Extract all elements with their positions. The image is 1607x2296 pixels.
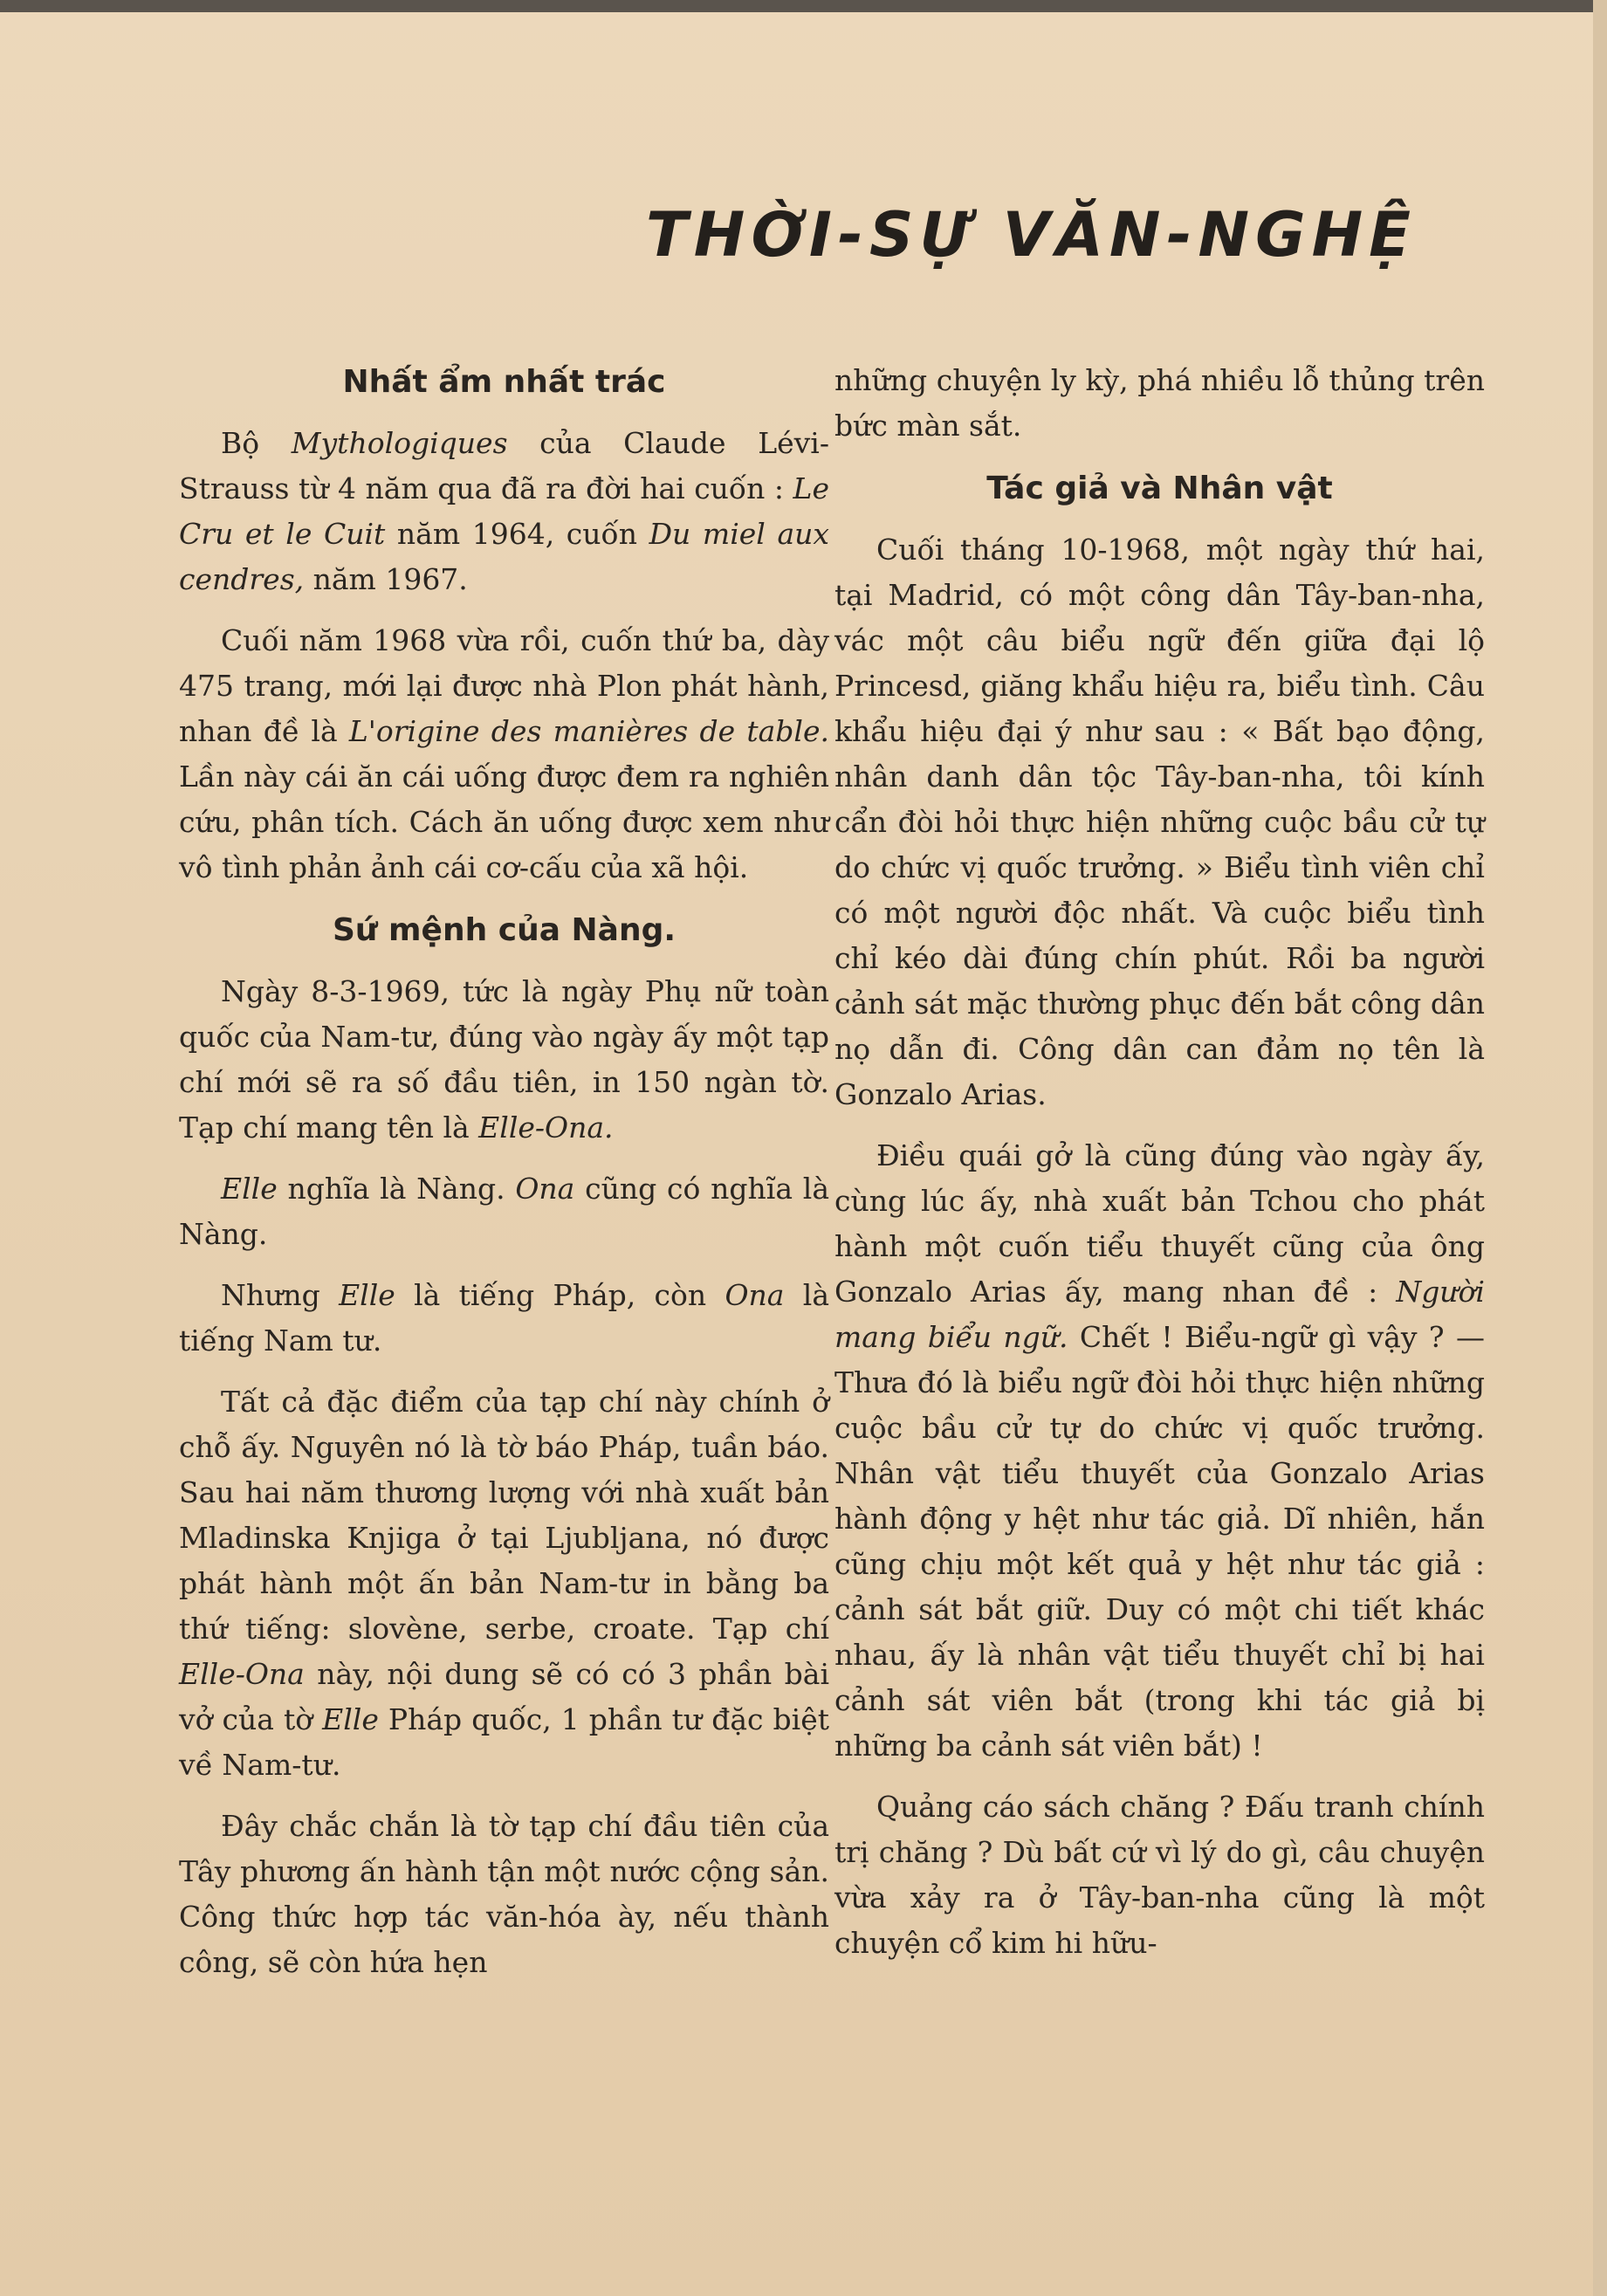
book-title: Mythologiques [291,426,508,460]
book-title: Le Cru et le Cuit [179,471,829,551]
paragraph [179,1379,829,1788]
text-run: Chết ! Biểu-ngữ gì vậy ? — Thưa đó là biểu ngữ đòi hỏi thực hiện những cuộc bầu cử tự do chức vị quốc trưởng. Nhân vật tiểu thuyết của Gonzalo Arias hành động y hệt như tác giả. Dĩ nhiên, hắn cũng chịu một kết quả y hệt như tác giả : cảnh sát bắt giữ. Duy có một chi tiết khác nhau, ấy là nhân vật tiểu thuyết chỉ bị hai cảnh sát viên bắt (trong khi tác giả bị những ba cảnh sát viên bắt) ! [834,1320,1485,1763]
section-heading-nhat-am: Nhất ẩm nhất trác [342,364,666,400]
text-run: Ngày 8-3-1969, tức là ngày Phụ nữ toàn quốc của Nam-tư, đúng vào ngày ấy một tạp chí mới sẽ ra số đầu tiên, in 150 ngàn tờ. Tạp chí mang tên là [179,974,829,1145]
magazine-title: Elle [322,1702,379,1736]
text-run: năm 1964, cuốn [385,517,649,551]
foreign-word: Elle [221,1172,278,1206]
text-run: Bộ [221,426,292,460]
text-run: là tiếng Nam tư. [179,1278,829,1358]
paragraph: Cuối tháng 10-1968, một ngày thứ hai, tại Madrid, có một công dân Tây-ban-nha, vác một câu biểu ngữ đến giữa đại lộ Princesd, giăng khẩu hiệu ra, biểu tình. Câu khẩu hiệu đại ý như sau : « Bất bạo động, nhân danh dân tộc Tây-ban-nha, tôi kính cẩn đòi hỏi thực hiện những cuộc bầu cử tự do chức vị quốc trưởng. » Biểu tình viên chỉ có một người độc nhất. Và cuộc biểu tình chỉ kéo dài đúng chín phút. Rồi ba người cảnh sát mặc thường phục đến bắt công dân nọ dẫn đi. Công dân can đảm nọ tên là Gonzalo Arias. [834,533,1485,1111]
magazine-title: Elle-Ona. [478,1110,614,1145]
text-run: Lần này cái ăn cái uống được đem ra nghiên cứu, phân tích. Cách ăn uống được xem như vô tình phản ảnh cái cơ-cấu của xã hội. [179,760,829,884]
text-run: Pháp quốc, 1 phần tư đặc biệt về Nam-tư. [179,1702,829,1782]
paragraph [179,1273,829,1364]
book-title: Người mang biểu ngữ. [834,1275,1485,1354]
paragraph [179,421,829,602]
book-title: L'origine des manières de table. [348,714,830,748]
foreign-word: Ona [515,1172,575,1206]
paragraph [834,1133,1485,1769]
right-column [834,358,1485,1982]
text-run: cũng có nghĩa là Nàng. [179,1172,830,1251]
foreign-word: Elle [339,1278,395,1312]
text-run: Cuối năm 1968 vừa rồi, cuốn thứ ba, dày 475 trang, mới lại được nhà Plon phát hành, nhan đề là [179,623,829,748]
book-title: Du miel aux cendres, [179,517,829,596]
section-heading-tac-gia: Tác giả và Nhân vật [986,471,1333,506]
page-edge [1593,0,1607,2296]
text-run: của Claude Lévi-Strauss từ 4 năm qua đã ra đời hai cuốn : [179,426,829,505]
top-rule [0,0,1607,12]
paragraph [179,969,829,1151]
magazine-title: Elle-Ona [179,1657,305,1691]
text-run: nghĩa là Nàng. [277,1172,516,1206]
foreign-word: Ona [725,1278,785,1312]
left-column [179,358,829,2001]
paragraph: Đây chắc chắn là tờ tạp chí đầu tiên của Tây phương ấn hành tận một nước cộng sản. Công thức hợp tác văn-hóa ày, nếu thành công, sẽ còn hứa hẹn [179,1809,829,1979]
section-heading-su-menh: Sứ mệnh của Nàng. [332,912,676,948]
text-run: này, nội dung sẽ có có 3 phần bài vở của tờ [179,1657,829,1736]
text-run: là tiếng Pháp, còn [395,1278,725,1312]
text-run: Nhưng [221,1278,340,1312]
paragraph [179,618,829,890]
masthead-title: THỜI-SỰ VĂN-NGHỆ [646,199,1417,271]
paragraph: Quảng cáo sách chăng ? Đấu tranh chính trị chăng ? Dù bất cứ vì lý do gì, câu chuyện vừa xảy ra ở Tây-ban-nha cũng là một chuyện cổ kim hi hữu- [834,1790,1485,1960]
text-run: Điều quái gở là cũng đúng vào ngày ấy, cùng lúc ấy, nhà xuất bản Tchou cho phát hành một cuốn tiểu thuyết cũng của ông Gonzalo Arias ấy, mang nhan đề : [834,1138,1485,1309]
paragraph-continued: những chuyện ly kỳ, phá nhiều lỗ thủng trên bức màn sắt. [834,363,1485,443]
paragraph [179,1166,829,1257]
text-run: năm 1967. [304,562,468,596]
text-run: Tất cả đặc điểm của tạp chí này chính ở chỗ ấy. Nguyên nó là tờ báo Pháp, tuần báo. Sau hai năm thương lượng với nhà xuất bản Mladinska Knjiga ở tại Ljubljana, nó được phát hành một ấn bản Nam-tư in bằng ba thứ tiếng: slovène, serbe, croate. Tạp chí [179,1385,829,1646]
